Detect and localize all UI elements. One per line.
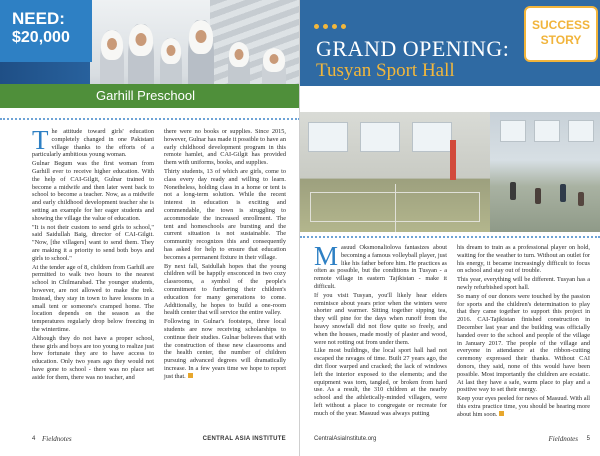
- website-link[interactable]: CentralAsiaInstitute.org: [314, 436, 377, 442]
- article-body-right: [314, 241, 590, 424]
- paragraph: "It is not their custom to send girls to school," said Saidullah Baig, director of CAI-Gilgit. "Now, [the villagers] want to send them. They are making it a priority to send both boys and girls to school.": [32, 223, 154, 262]
- page-footer-left: [32, 436, 286, 448]
- paragraph: So many of our donors were touched by the passion for sports and the children's determination to play that they came together to support this project in 2016. CAI-Tajikistan finished construction in December last year and the building was officially handed over to the school and people of the village in January 2017. The people of the village and everyone in attendance at the ribbon-cutting ceremony expressed their thanks. Without CAI donors, they said, none of this would have been possible. Most importantly the children are ecstatic. At last they have a safe, warm place to play and a positive way to set their energy.: [457, 292, 590, 394]
- dotted-divider: [0, 114, 300, 120]
- organization-name: CENTRAL ASIA INSTITUTE: [202, 436, 286, 442]
- paragraph: Although they do not have a proper school, these girls and boys are too young to realize just how fortunate they are to have access to education. Only two years ago they would not have gone to school - there was no place set aside for them, there was no teacher, and: [32, 334, 154, 381]
- magazine-name: Fieldnotes: [548, 435, 578, 443]
- paragraph: This year, everything will be different. Tusyan has a newly refurbished sport hall.: [457, 276, 590, 291]
- need-badge: [0, 0, 92, 62]
- drop-cap: T: [32, 125, 49, 155]
- page-number: 5: [586, 436, 590, 442]
- title-dots-icon: [314, 24, 354, 30]
- sport-hall-activity-photo: [490, 112, 600, 232]
- need-badge-amount: $20,000: [12, 29, 70, 46]
- photo-caption: Garhill Preschool: [0, 84, 300, 108]
- success-story-badge: SUCCESS STORY: [524, 6, 598, 62]
- paragraph: Gulnar Begum was the first woman from Garhill ever to receive higher education. With the help of CAI-Gilgit, Gulnar trained to become a midwife and then later went back to school to become a teacher. Now, as a midwife and early childhood development teacher she is setting an example for her eager students and showing the village the value of education.: [32, 160, 154, 222]
- article-body-left: [32, 125, 286, 428]
- paragraph: At the tender age of 8, children from Garhill are permitted to walk two hours to the nearest school in Chilmarabad. The younger students, however, are not allowed to make the trek. Instead, they stay in town to have lessons in a small tent or someone's cramped home. The location depends on the season as the temperatures regularly drop below freezing in the wintertime.: [32, 263, 154, 333]
- paragraph: Like most buildings, the local sport hall had not escaped the ravages of time. Built 27 years ago, the dirt floor warped and cracked; the lack of windows left the interior exposed to the elements; and the equipment was torn, tangled, or broken from hard use. As a result, the 310 children at the nearby school and the athletically-minded villagers, were left without a place to congregate or recreate for much of the year. Masuud was always putting: [314, 347, 447, 417]
- paragraph: By next fall, Saidullah hopes that the young children will be happily ensconced in two cozy classrooms, a symbol of the people's commitment to furthering their children's education for many generations to come. Additionally, he hopes to build a one-room health center that will service the entire valley.: [164, 262, 286, 317]
- paragraph: Thirty students, 13 of which are girls, come to class every day ready and willing to learn. Nonetheless, holding class in a home or tent is not a long-term solution. While the recent interest in education is exciting and commendable, the town is struggling to accommodate the increased enrollment. The tent and homeschools are bursting and the current situation is not sustainable. The community recognizes this and consequently has asked for help to ensure that education becomes a permanent fixture in their village.: [164, 167, 286, 261]
- end-mark-icon: [499, 411, 504, 416]
- drop-cap: M: [314, 241, 339, 271]
- right-page: [300, 0, 600, 456]
- page-footer-right: [314, 436, 590, 448]
- paragraph: Masuud Oksmonaliolova fantasizes about becoming a famous volleyball player, just like his father before him. He practices as often as possible, but the conditions in Tusyan - a remote village in eastern Tajikistan - make it difficult.: [314, 241, 447, 290]
- paragraph: his dream to train as a professional player on hold, waiting for the weather to turn. Without an outlet for his energy, it became increasingly difficult to focus on school and stay out of trouble.: [457, 244, 590, 275]
- end-mark-icon: [188, 373, 193, 378]
- paragraph: If you visit Tusyan, you'll likely hear elders reminisce about years prior when the winters were shorter and warmer. Sitting together sipping tea, they will pine for the days when runoff from the heavy snowfall did not flow quite so freely, and when the houses, made mostly of plaster and wood, were not rotting out from under them.: [314, 291, 447, 346]
- sport-hall-interior-photo: [300, 112, 490, 232]
- need-badge-label: NEED:: [12, 9, 65, 28]
- paragraph: Keep your eyes peeled for news of Masuud. With all this extra practice time, you should be hearing more about him soon.: [457, 395, 590, 418]
- paragraph: there were no books or supplies. Since 2015, however, Gulnar has made it possible to have an early childhood development program in this remote hamlet, and CAI-Gilgit has provided them with uniforms, books, and supplies.: [164, 128, 286, 167]
- paragraph: Following in Gulnar's footsteps, three local students are now receiving scholarships to continue their studies. Gulnar believes that with the construction of these new classrooms and the health center, the number of children pursuing advanced degrees will dramatically increase. In a few years time we hope to report just that.: [164, 318, 286, 380]
- headline: GRAND OPENING:: [316, 36, 510, 61]
- subheadline: Tusyan Sport Hall: [316, 60, 455, 81]
- dotted-divider: [300, 234, 600, 238]
- paragraph: The attitude toward girls' education completely changed in one Pakistani village thanks to the efforts of a particularly ambitious young woman.: [32, 125, 154, 159]
- page-number: 4: [32, 436, 36, 442]
- magazine-name: Fieldnotes: [42, 435, 72, 443]
